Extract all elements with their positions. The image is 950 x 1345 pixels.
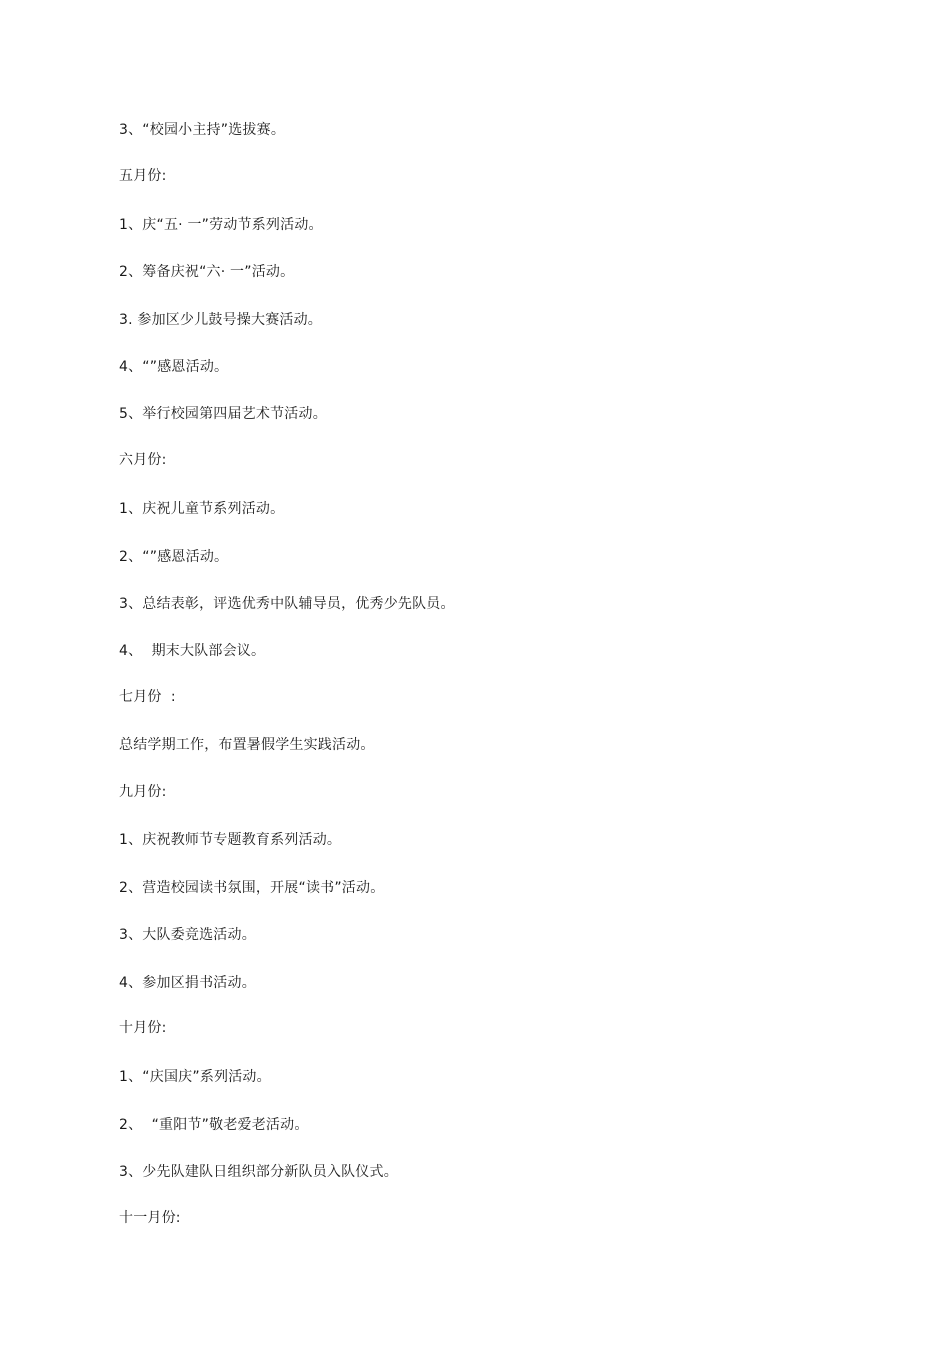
text-line: 3、“校园小主持”选拔赛。 — [119, 122, 286, 138]
text-line: 2、 “重阳节”敬老爱老活动。 — [119, 1117, 309, 1133]
text-line: 3、少先队建队日组织部分新队员入队仪式。 — [119, 1164, 398, 1180]
section-heading-june: 六月份: — [119, 452, 167, 468]
section-heading-september: 九月份: — [119, 784, 167, 800]
text-line: 4、 期末大队部会议。 — [119, 643, 266, 659]
text-line: 1、庆祝教师节专题教育系列活动。 — [119, 832, 342, 848]
text-line: 1、“庆国庆”系列活动。 — [119, 1069, 271, 1085]
section-heading-may: 五月份: — [119, 168, 167, 184]
text-line: 1、庆“五· 一”劳动节系列活动。 — [119, 217, 323, 233]
section-heading-october: 十月份: — [119, 1020, 167, 1036]
text-line: 4、参加区捐书活动。 — [119, 975, 256, 991]
text-line: 2、筹备庆祝“六· 一”活动。 — [119, 264, 295, 280]
text-line: 3、大队委竞选活动。 — [119, 927, 256, 943]
section-heading-july: 七月份 : — [119, 689, 176, 705]
text-line: 总结学期工作，布置暑假学生实践活动。 — [119, 737, 375, 753]
text-line: 3、总结表彰，评选优秀中队辅导员，优秀少先队员。 — [119, 596, 455, 612]
section-heading-november: 十一月份: — [119, 1210, 181, 1226]
text-line: 4、“”感恩活动。 — [119, 359, 229, 375]
text-line: 2、“”感恩活动。 — [119, 549, 229, 565]
text-line: 2、营造校园读书氛围，开展“读书”活动。 — [119, 880, 385, 896]
text-line: 1、庆祝儿童节系列活动。 — [119, 501, 285, 517]
text-line: 3. 参加区少儿鼓号操大赛活动。 — [119, 312, 323, 328]
text-line: 5、举行校园第四届艺术节活动。 — [119, 406, 327, 422]
